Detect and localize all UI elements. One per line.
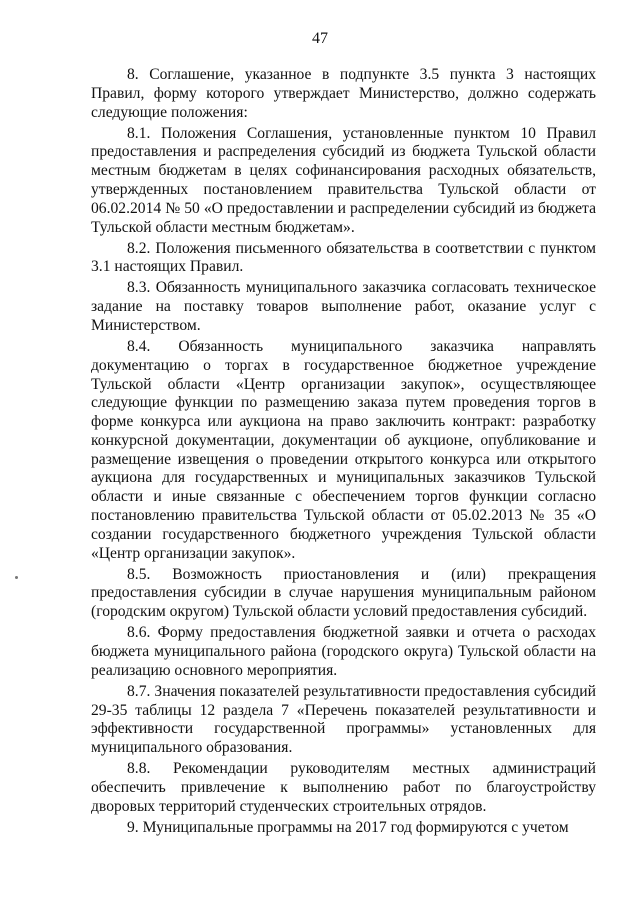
- paragraph-9: 9. Муниципальные программы на 2017 год формируются с учетом: [127, 818, 569, 836]
- scan-speck: [15, 576, 18, 579]
- document-body: [91, 66, 596, 840]
- paragraph-8-1: 8.1. Положения Соглашения, установленные пунктом 10 Правил предоставления и распределения субсидий из бюджета Тульской области местным бюджетам в целях софинансирования расходных обязательств, утвержденных постановлением правительства Тульской области от 06.02.2014 № 50 «О предоставлении и распределении субсидий из бюджета Тульской области местным бюджетам».: [91, 124, 596, 236]
- paragraph-8-7: 8.7. Значения показателей результативности предоставления субсидий 29-35 таблицы 12 раздела 7 «Перечень показателей результативности и эффективности государственной программы» установленных для муниципального образования.: [91, 682, 596, 757]
- paragraph-8-8: 8.8. Рекомендации руководителям местных администраций обеспечить привлечение к выполнению работ по благоустройству дворовых территорий студенческих строительных отрядов.: [91, 760, 596, 815]
- page-number: 47: [312, 30, 328, 47]
- paragraph-8-4: 8.4. Обязанность муниципального заказчика направлять документацию о торгах в государственное бюджетное учреждение Тульской области «Центр организации закупок», осуществляющее следующие функции по размещению заказа путем проведения торгов в форме конкурса или аукциона на право заключить контракт: разработку конкурсной документации, документации об аукционе, опубликование и размещение извещения о проведении открытого конкурса или открытого аукциона для государственных и муниципальных заказчиков Тульской области и иные связанные с обеспечением торгов функции согласно постановлению правительства Тульской области от 05.02.2013 № 35 «О создании государственного бюджетного учреждения Тульской области «Центр организации закупок».: [91, 337, 596, 562]
- paragraph-8-5: 8.5. Возможность приостановления и (или) прекращения предоставления субсидии в случае нарушения муниципальным районом (городским округом) Тульской области условий предоставления субсидий.: [91, 565, 596, 621]
- paragraph-8: 8. Соглашение, указанное в подпункте 3.5 пункта 3 настоящих Правил, форму которого утверждает Министерство, должно содержать следующие положения:: [91, 66, 596, 121]
- paragraph-8-6: 8.6. Форму предоставления бюджетной заявки и отчета о расходах бюджета муниципального района (городского округа) Тульской области на реализацию основного мероприятия.: [91, 624, 596, 679]
- paragraph-8-3: 8.3. Обязанность муниципального заказчика согласовать техническое задание на поставку товаров выполнение работ, оказание услуг с Министерством.: [91, 279, 596, 334]
- paragraph-8-2: 8.2. Положения письменного обязательства в соответствии с пунктом 3.1 настоящих Правил.: [91, 239, 596, 276]
